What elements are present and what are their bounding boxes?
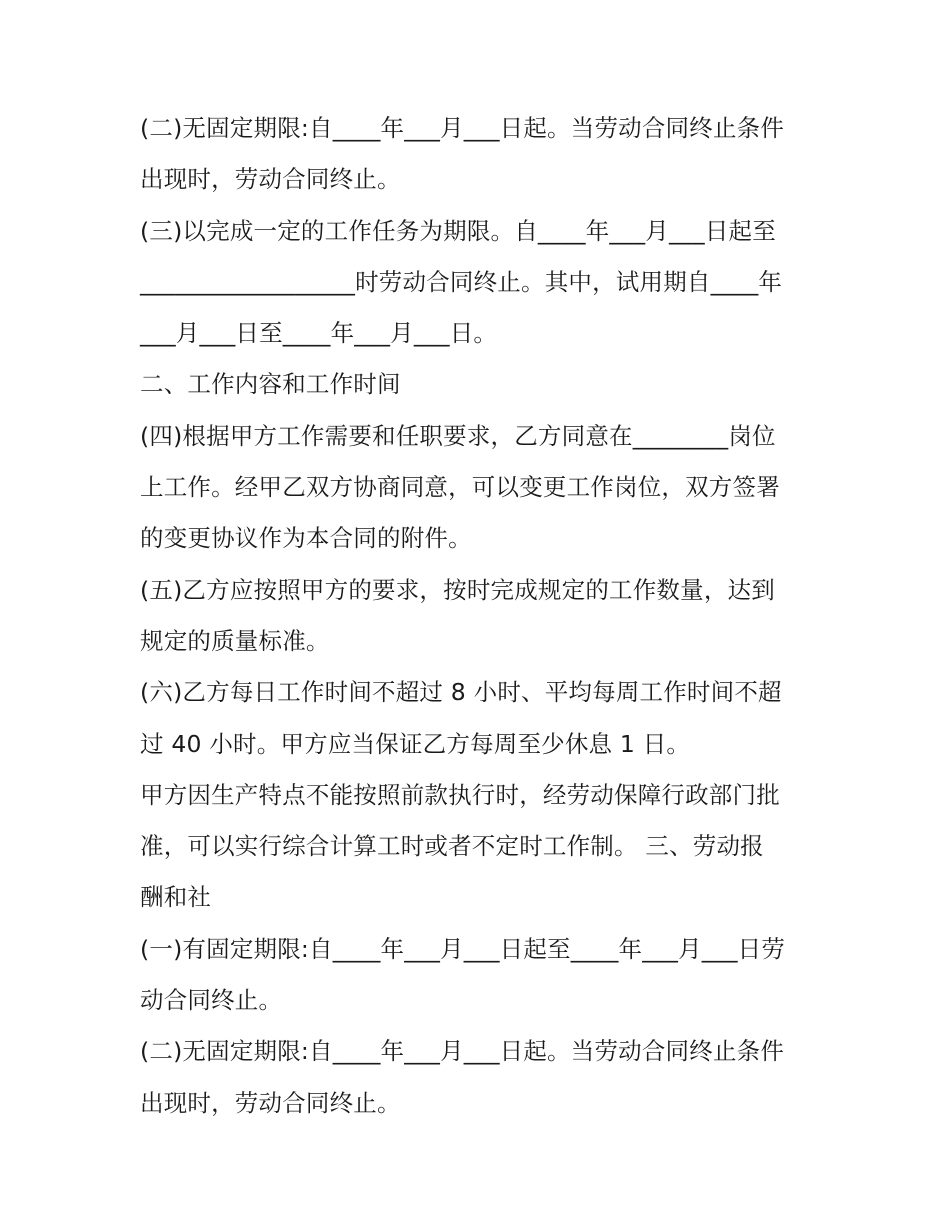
text-line: __________________时劳动合同终止。其中，试用期自____年 — [140, 267, 783, 296]
text-line: 规定的质量标准。 — [140, 626, 330, 655]
text-line: (二)无固定期限:自____年___月___日起。当劳动合同终止条件 — [140, 1037, 785, 1066]
section-heading: 二、工作内容和工作时间 — [140, 370, 401, 399]
text-line: 准，可以实行综合计算工时或者不定时工作制。 三、劳动报 — [140, 832, 764, 861]
text-line: (六)乙方每日工作时间不超过 8 小时、平均每周工作时间不超 — [140, 678, 782, 707]
text-line: 出现时，劳动合同终止。 — [140, 1088, 401, 1117]
text-line: ___月___日至____年___月___日。 — [140, 319, 498, 348]
document-body — [140, 103, 830, 1129]
text-line: (一)有固定期限:自____年___月___日起至____年___月___日劳 — [140, 934, 786, 963]
text-line: (四)根据甲方工作需要和任职要求，乙方同意在________岗位 — [140, 421, 776, 450]
text-line: (五)乙方应按照甲方的要求，按时完成规定的工作数量，达到 — [140, 575, 775, 604]
text-line: 动合同终止。 — [140, 986, 283, 1015]
text-line: 酬和社 — [140, 883, 212, 912]
text-line: 上工作。经甲乙双方协商同意，可以变更工作岗位，双方签署 — [140, 473, 780, 502]
text-line: 甲方因生产特点不能按照前款执行时，经劳动保障行政部门批 — [140, 780, 780, 809]
text-line: (三)以完成一定的工作任务为期限。自____年___月___日起至 — [140, 216, 776, 245]
text-line: (二)无固定期限:自____年___月___日起。当劳动合同终止条件 — [140, 114, 785, 142]
text-line: 出现时，劳动合同终止。 — [140, 165, 401, 194]
text-line: 的变更协议作为本合同的附件。 — [140, 524, 472, 553]
text-line: 过 40 小时。甲方应当保证乙方每周至少休息 1 日。 — [140, 729, 691, 758]
